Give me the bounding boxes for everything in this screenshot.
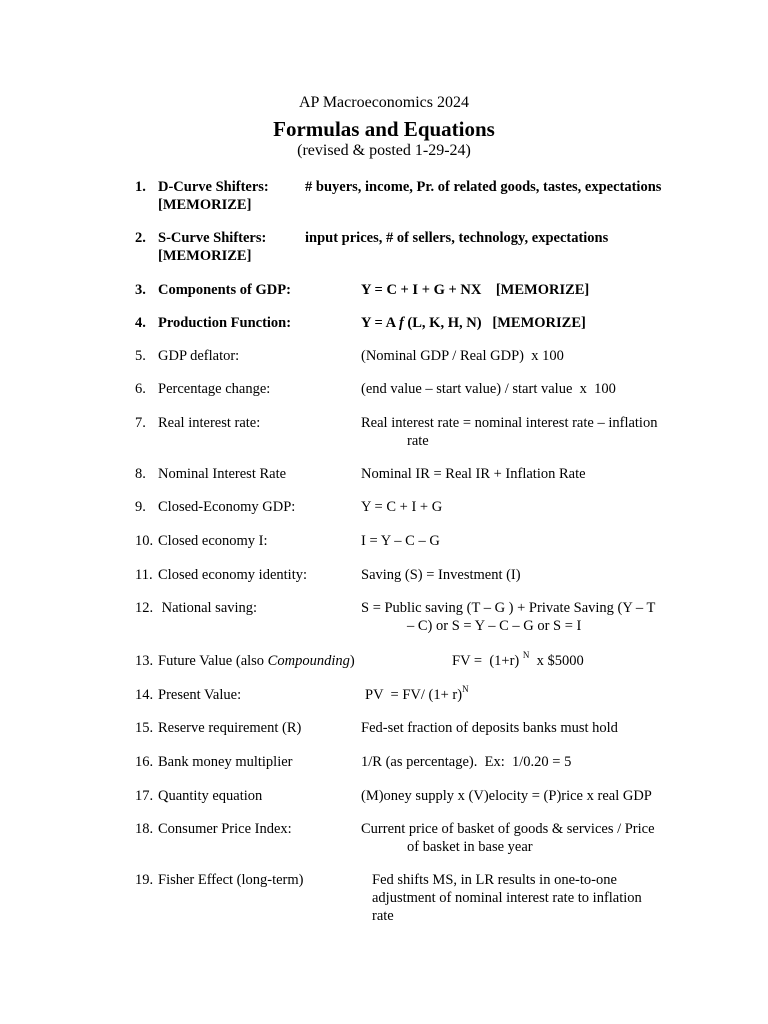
item-label: Percentage change: [158, 381, 271, 397]
item-label: Consumer Price Index: [158, 821, 292, 837]
item-value [361, 414, 673, 450]
item-value [361, 314, 586, 332]
item-value: (end value – start value) / start value x 100 [361, 381, 616, 397]
item-label: Components of GDP: [158, 282, 291, 298]
item-label: Bank money multiplier [158, 754, 293, 770]
item-value-part: Y = A [361, 315, 399, 331]
item-value [365, 686, 469, 704]
item-label: Fisher Effect (long-term) [158, 872, 304, 888]
item-value: # buyers, income, Pr. of related goods, tastes, expectations [305, 179, 662, 195]
item-number: 19. [135, 872, 154, 888]
item-label: Closed-Economy GDP: [158, 499, 296, 515]
item-value: Fed-set fraction of deposits banks must hold [361, 720, 618, 736]
document-title: Formulas and Equations [273, 117, 495, 141]
item-label: D-Curve Shifters: [158, 179, 269, 195]
item-value-line: Real interest rate = nominal interest rate – inflation [361, 415, 658, 431]
item-number: 11. [135, 567, 153, 583]
document-subtitle: (revised & posted 1-29-24) [297, 142, 471, 159]
item-number: 1. [135, 179, 146, 195]
item-label: Reserve requirement (R) [158, 720, 302, 736]
item-value [452, 652, 584, 670]
item-value: Y = C + I + G + NX [MEMORIZE] [361, 282, 590, 298]
item-number: 5. [135, 348, 146, 364]
function-symbol: f [398, 315, 404, 331]
item-value: I = Y – C – G [361, 533, 440, 549]
item-label-part: Future Value (also [158, 653, 268, 669]
document-header: AP Macroeconomics 2024 [298, 94, 470, 111]
item-value [372, 871, 672, 925]
item-label: Real interest rate: [158, 415, 261, 431]
item-number: 17. [135, 788, 154, 804]
item-value: input prices, # of sellers, technology, expectations [305, 230, 609, 246]
memorize-tag: [MEMORIZE] [158, 248, 252, 264]
item-label: Production Function: [158, 315, 292, 331]
item-value-line: Current price of basket of goods & services / Price [361, 821, 655, 837]
item-value-line: Fed shifts MS, in LR results in one-to-one [372, 872, 617, 888]
item-label: Present Value: [158, 687, 242, 703]
item-value-line: S = Public saving (T – G ) + Private Saving (Y – T [361, 600, 656, 616]
item-value-line: rate [407, 433, 429, 449]
item-value [361, 599, 673, 635]
item-label: Closed economy I: [158, 533, 268, 549]
exponent: N [522, 650, 530, 661]
item-number: 14. [135, 687, 154, 703]
item-number: 3. [135, 282, 146, 298]
item-value-part: (L, K, H, N) [MEMORIZE] [403, 315, 586, 331]
item-number: 10. [135, 533, 154, 549]
item-value-line: of basket in base year [407, 839, 533, 855]
item-number: 8. [135, 466, 146, 482]
item-value: 1/R (as percentage). Ex: 1/0.20 = 5 [361, 754, 572, 770]
item-value: Y = C + I + G [361, 499, 443, 515]
item-label: S-Curve Shifters: [158, 230, 267, 246]
item-label: Nominal Interest Rate [158, 466, 287, 482]
item-number: 15. [135, 720, 154, 736]
item-label: Quantity equation [158, 788, 263, 804]
item-number: 9. [135, 499, 146, 515]
item-value-line: adjustment of nominal interest rate to inflation [372, 890, 642, 906]
item-number: 18. [135, 821, 154, 837]
item-number: 6. [135, 381, 146, 397]
item-value: Saving (S) = Investment (I) [361, 567, 521, 583]
item-label [158, 652, 355, 670]
item-value [361, 820, 673, 856]
item-value: (M)oney supply x (V)elocity = (P)rice x real GDP [361, 788, 652, 804]
item-value: Nominal IR = Real IR + Inflation Rate [361, 466, 586, 482]
item-number: 16. [135, 754, 154, 770]
item-value-line: – C) or S = Y – C – G or S = I [407, 618, 582, 634]
item-value-part: x $5000 [529, 653, 584, 669]
item-value: (Nominal GDP / Real GDP) x 100 [361, 348, 564, 364]
item-label: GDP deflator: [158, 348, 240, 364]
item-value-line: rate [372, 908, 394, 924]
item-label-part: ) [349, 653, 355, 669]
exponent: N [462, 684, 469, 695]
item-number: 12. [135, 600, 154, 616]
item-number: 7. [135, 415, 146, 431]
item-label: National saving: [158, 600, 258, 616]
item-value-part: FV = (1+r) [452, 653, 523, 669]
item-label-italic: Compounding [267, 653, 350, 669]
item-label: Closed economy identity: [158, 567, 308, 583]
memorize-tag: [MEMORIZE] [158, 197, 252, 213]
item-number: 4. [135, 315, 146, 331]
item-number: 13. [135, 653, 154, 669]
item-number: 2. [135, 230, 146, 246]
item-value-part: PV = FV/ (1+ r) [365, 687, 463, 703]
